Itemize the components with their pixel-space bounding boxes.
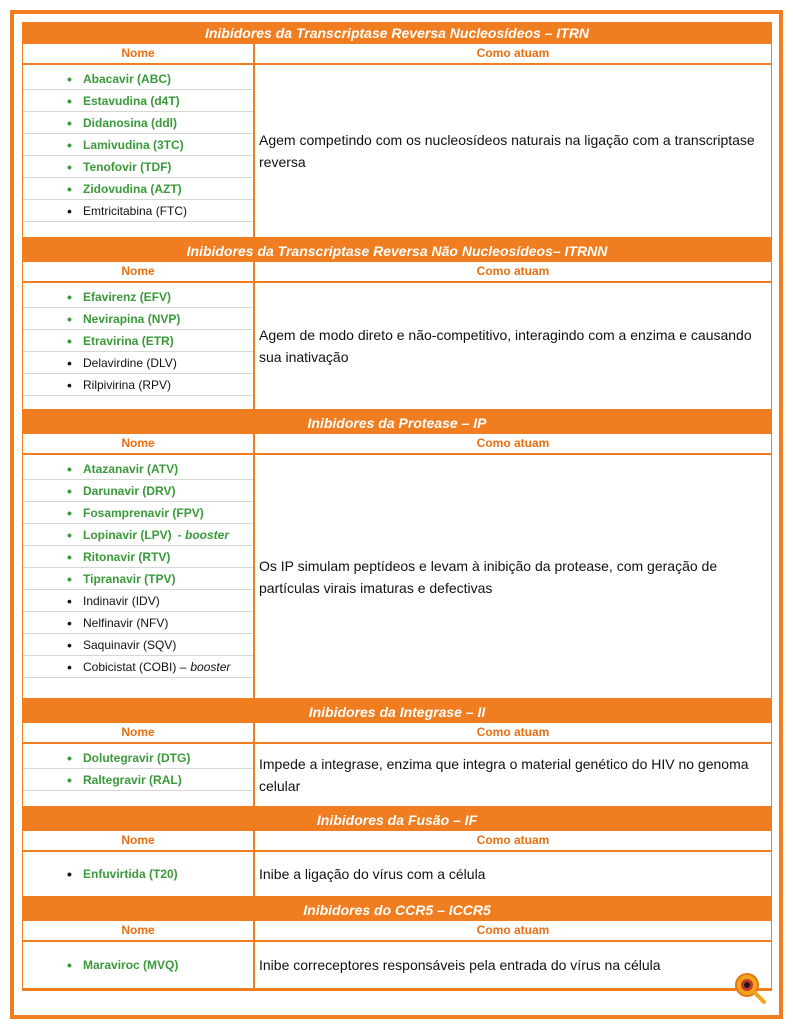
drug-list [23,852,255,896]
list-item [23,590,253,612]
list-item [23,330,253,352]
column-header-row [23,434,771,455]
list-item [23,458,253,480]
column-header-how: Como atuam [476,725,550,739]
list-item [23,374,253,396]
list-item [23,178,253,200]
section-1 [22,240,772,412]
bullet-icon: • [67,482,72,499]
drug-name: Zidovudina (AZT) [83,181,182,196]
drug-name: Dolutegravir (DTG) [83,750,191,765]
bullet-icon: • [67,310,72,327]
section-body [23,942,771,991]
mechanism-description: Inibe correceptores responsáveis pela entrada do vírus na célula [259,957,661,973]
drug-name: Rilpivirina (RPV) [83,377,172,392]
list-item [23,112,253,134]
section-body [23,744,771,809]
bullet-icon: • [67,376,72,393]
list-item [23,524,253,546]
list-item [23,955,253,976]
section-title: Inibidores da Fusão – IF [23,809,771,831]
column-header-row [23,921,771,942]
section-2 [22,412,772,701]
bullet-icon: • [67,460,72,477]
list-item [23,156,253,178]
list-item [23,502,253,524]
bullet-icon: • [67,614,72,631]
drug-name: Raltegravir (RAL) [83,772,182,787]
mechanism-description: Agem de modo direto e não-competitivo, interagindo com a enzima e causando sua inativação [259,327,752,365]
bullet-icon: • [67,92,72,109]
bullet-icon: • [67,548,72,565]
drug-list [23,283,255,409]
bullet-icon: • [67,592,72,609]
bullet-icon: • [67,658,72,675]
booster-note: - booster [177,527,230,542]
section-title: Inibidores da Transcriptase Reversa Não Nucleosídeos– ITRNN [23,240,771,262]
drug-name: Didanosina (ddl) [83,115,177,130]
bullet-icon: • [67,158,72,175]
section-body [23,852,771,899]
drug-list [23,65,255,237]
drug-list [23,455,255,698]
bullet-icon: • [67,114,72,131]
column-header-how: Como atuam [476,436,550,450]
booster-note: booster [190,659,231,674]
mechanism-description: Inibe a ligação do vírus com a célula [259,866,486,882]
bullet-icon: • [67,504,72,521]
drug-name: Fosamprenavir (FPV) [83,505,204,520]
list-item [23,286,253,308]
bullet-icon: • [67,136,72,153]
bullet-icon: • [67,570,72,587]
column-header-how: Como atuam [476,833,550,847]
bullet-icon: • [67,70,72,87]
drug-name: Lamivudina (3TC) [83,137,184,152]
magnifier-icon[interactable] [733,971,767,1005]
bullet-icon: • [67,526,72,543]
column-header-how: Como atuam [476,923,550,937]
page-frame [10,10,783,1019]
bullet-icon: • [67,957,72,973]
bullet-icon: • [67,749,72,766]
drug-name: Nevirapina (NVP) [83,311,181,326]
column-header-row [23,831,771,852]
list-item [23,747,253,769]
list-item [23,546,253,568]
column-header-name: Nome [23,921,255,940]
list-item [23,656,253,678]
column-header-name: Nome [23,44,255,63]
bullet-icon: • [67,288,72,305]
list-item [23,864,253,885]
drug-table [22,22,772,991]
drug-name: Cobicistat (COBI) – [83,659,187,674]
drug-name: Efavirenz (EFV) [83,289,172,304]
drug-name: Darunavir (DRV) [83,483,176,498]
bullet-icon: • [67,354,72,371]
mechanism-description: Impede a integrase, enzima que integra o material genético do HIV no genoma celular [259,756,749,794]
list-item [23,634,253,656]
column-header-name: Nome [23,262,255,281]
list-item [23,200,253,222]
list-item [23,134,253,156]
list-item [23,568,253,590]
section-0 [22,22,772,240]
column-header-name: Nome [23,723,255,742]
drug-name: Delavirdine (DLV) [83,355,177,370]
list-item [23,68,253,90]
bullet-icon: • [67,866,72,882]
drug-list [23,744,255,806]
drug-name: Atazanavir (ATV) [83,461,179,476]
drug-name: Saquinavir (SQV) [83,637,177,652]
list-item [23,612,253,634]
column-header-how: Como atuam [476,264,550,278]
drug-name: Enfuvirtida (T20) [83,867,178,881]
bullet-icon: • [67,771,72,788]
drug-name: Lopinavir (LPV) [83,527,172,542]
drug-name: Ritonavir (RTV) [83,549,171,564]
column-header-how: Como atuam [476,46,550,60]
section-body [23,65,771,240]
list-item [23,90,253,112]
mechanism-description: Os IP simulam peptídeos e levam à inibição da protease, com geração de partículas virais imaturas e defectivas [259,557,718,596]
list-item [23,769,253,791]
section-body [23,283,771,412]
drug-name: Estavudina (d4T) [83,93,180,108]
section-3 [22,701,772,809]
drug-name: Tipranavir (TPV) [83,571,176,586]
bullet-icon: • [67,180,72,197]
drug-name: Tenofovir (TDF) [83,159,172,174]
section-title: Inibidores da Integrase – II [23,701,771,723]
drug-name: Abacavir (ABC) [83,71,172,86]
drug-name: Maraviroc (MVQ) [83,958,179,972]
bullet-icon: • [67,636,72,653]
column-header-name: Nome [23,434,255,453]
section-4 [22,809,772,899]
column-header-row [23,262,771,283]
section-body [23,455,771,701]
drug-name: Nelfinavir (NFV) [83,615,169,630]
column-header-row [23,723,771,744]
list-item [23,352,253,374]
section-title: Inibidores da Transcriptase Reversa Nucleosídeos – ITRN [23,22,771,44]
section-5 [22,899,772,991]
bullet-icon: • [67,202,72,219]
drug-name: Emtricitabina (FTC) [83,203,188,218]
section-title: Inibidores da Protease – IP [23,412,771,434]
list-item [23,480,253,502]
mechanism-description: Agem competindo com os nucleosídeos naturais na ligação com a transcriptase reversa [259,132,755,170]
drug-name: Etravirina (ETR) [83,333,174,348]
column-header-row [23,44,771,65]
drug-list [23,942,255,988]
bullet-icon: • [67,332,72,349]
column-header-name: Nome [23,831,255,850]
drug-name: Indinavir (IDV) [83,593,160,608]
list-item [23,308,253,330]
section-title: Inibidores do CCR5 – ICCR5 [23,899,771,921]
